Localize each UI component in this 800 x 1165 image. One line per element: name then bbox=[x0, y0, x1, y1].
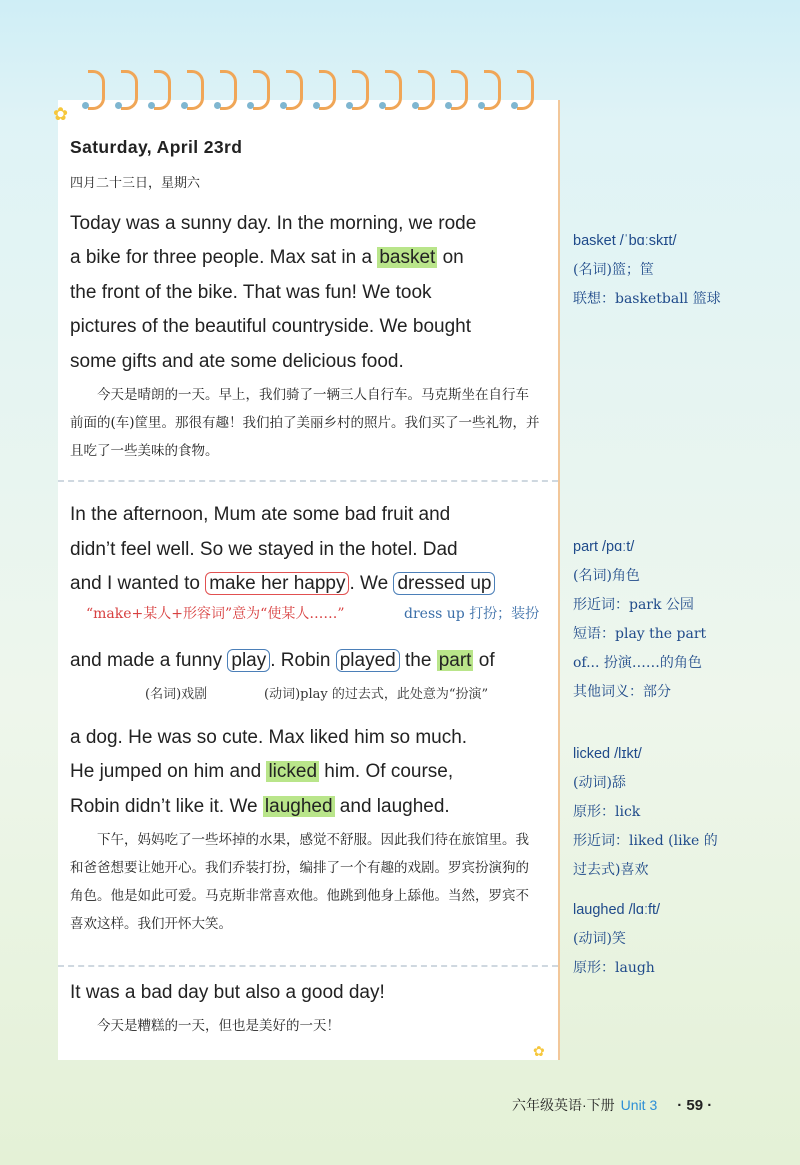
p2-line bbox=[70, 761, 542, 783]
highlight-basket: basket bbox=[379, 247, 436, 268]
text-span: on bbox=[437, 247, 464, 268]
text-span: . Robin bbox=[270, 650, 336, 671]
text-span: He jumped on him and bbox=[70, 761, 267, 782]
ring-icon bbox=[385, 70, 402, 110]
entry-date: Saturday, April 23rd bbox=[70, 137, 243, 157]
note-make-phrase: “make+某人+形容词”意为“使某人……” bbox=[86, 606, 345, 622]
vocab-line: 联想：basketball 篮球 bbox=[573, 291, 721, 307]
p2-translation: 下午，妈妈吃了一些坏掉的水果，感觉不舒服。因此我们待在旅馆里。我和爸爸想要让她开心。我们乔装打扮，编排了一个有趣的戏剧。罗宾扮演狗的角色。他是如此可爱。马克斯非常喜欢他。他跳到他身上舔他。当然，罗宾不喜欢这样。我们开怀大笑。 bbox=[70, 832, 529, 932]
page-footer bbox=[512, 1095, 712, 1115]
p1-translation: 今天是晴朗的一天。早上，我们骑了一辆三人自行车。马克斯坐在自行车前面的(车)筐里。那很有趣！我们拍了美丽乡村的照片。我们买了一些礼物，并且吃了一些美味的食物。 bbox=[70, 387, 540, 459]
spiral-binding bbox=[88, 70, 548, 110]
vocab-headword: basket /ˈbɑːskɪt/ bbox=[573, 233, 677, 249]
divider bbox=[58, 480, 558, 482]
p2-line bbox=[70, 573, 542, 595]
flower-icon: ✿ bbox=[53, 104, 69, 124]
vocab-headword: licked /lɪkt/ bbox=[573, 746, 642, 762]
p1-line: Today was a sunny day. In the morning, we rode bbox=[70, 213, 477, 234]
vocab-line: (名词)角色 bbox=[573, 568, 640, 584]
p1-line: some gifts and ate some delicious food. bbox=[70, 351, 404, 372]
p2-line bbox=[70, 796, 542, 818]
ring-icon bbox=[352, 70, 369, 110]
ring-icon bbox=[220, 70, 237, 110]
ring-icon bbox=[286, 70, 303, 110]
vocab-line: 形近词：park 公园 bbox=[573, 597, 694, 613]
entry-date-chinese: 四月二十三日，星期六 bbox=[70, 176, 201, 191]
ring-icon bbox=[187, 70, 204, 110]
divider bbox=[58, 965, 558, 967]
highlight-part: part bbox=[438, 650, 472, 671]
p2-line bbox=[70, 650, 542, 672]
text-span: him. Of course, bbox=[319, 761, 454, 782]
book-title: 六年级英语·下册 bbox=[512, 1097, 615, 1113]
vocab-part bbox=[573, 533, 773, 707]
text-span: and made a funny bbox=[70, 650, 228, 671]
p1-line: the front of the bike. That was fun! We took bbox=[70, 282, 432, 303]
vocab-licked bbox=[573, 740, 773, 885]
boxed-make-her-happy: make her happy bbox=[205, 572, 349, 595]
p2-line: In the afternoon, Mum ate some bad fruit and bbox=[70, 504, 451, 525]
ring-icon bbox=[121, 70, 138, 110]
note-play-noun: (名词)戏剧 bbox=[145, 687, 208, 702]
boxed-dressed-up: dressed up bbox=[393, 572, 495, 595]
text-span: the bbox=[399, 650, 437, 671]
vocab-line: of... 扮演……的角色 bbox=[573, 655, 702, 671]
highlight-licked: licked bbox=[268, 761, 318, 782]
boxed-played: played bbox=[336, 649, 400, 672]
boxed-play: play bbox=[227, 649, 270, 672]
p3-translation: 今天是糟糕的一天，但也是美好的一天！ bbox=[97, 1018, 340, 1034]
vocab-line: 其他词义：部分 bbox=[573, 684, 671, 700]
vocab-laughed bbox=[573, 896, 773, 983]
vocab-line: 原形：lick bbox=[573, 804, 641, 820]
vocab-line: (名词)篮；筐 bbox=[573, 262, 654, 278]
note-dress-up: dress up 打扮；装扮 bbox=[404, 606, 540, 622]
note-played-verb: (动词)play 的过去式，此处意为“扮演” bbox=[264, 687, 489, 702]
text-span: and laughed. bbox=[334, 796, 450, 817]
ring-icon bbox=[517, 70, 534, 110]
ring-icon bbox=[451, 70, 468, 110]
p3-line: It was a bad day but also a good day! bbox=[70, 982, 385, 1003]
text-span: and I wanted to bbox=[70, 573, 206, 594]
text-span: of bbox=[473, 650, 495, 671]
vocab-line: (动词)笑 bbox=[573, 931, 626, 947]
ring-icon bbox=[253, 70, 270, 110]
p2-line: a dog. He was so cute. Max liked him so much. bbox=[70, 727, 468, 748]
text-span: Robin didn’t like it. We bbox=[70, 796, 263, 817]
ring-icon bbox=[319, 70, 336, 110]
vocab-headword: part /pɑːt/ bbox=[573, 539, 635, 555]
vocab-basket bbox=[573, 227, 773, 314]
ring-icon bbox=[484, 70, 501, 110]
flower-icon: ✿ bbox=[533, 1043, 545, 1059]
text-span: . We bbox=[349, 573, 394, 594]
vocab-line: (动词)舔 bbox=[573, 775, 626, 791]
vocab-line: 原形：laugh bbox=[573, 960, 655, 976]
ring-icon bbox=[154, 70, 171, 110]
p1-line: pictures of the beautiful countryside. We bought bbox=[70, 316, 472, 337]
vocab-line: 过去式)喜欢 bbox=[573, 862, 649, 878]
unit-label: Unit 3 bbox=[620, 1097, 658, 1113]
vocab-line: 短语：play the part bbox=[573, 626, 707, 642]
p2-line: didn’t feel well. So we stayed in the hotel. Dad bbox=[70, 539, 458, 560]
vocab-line: 形近词：liked (like 的 bbox=[573, 833, 718, 849]
highlight-laughed: laughed bbox=[264, 796, 333, 817]
text-span: a bike for three people. Max sat in a bbox=[70, 247, 378, 268]
ring-icon bbox=[418, 70, 435, 110]
p1-line bbox=[70, 247, 542, 269]
vocab-headword: laughed /lɑːft/ bbox=[573, 902, 661, 918]
ring-icon bbox=[88, 70, 105, 110]
page-number: · 59 · bbox=[677, 1097, 713, 1114]
